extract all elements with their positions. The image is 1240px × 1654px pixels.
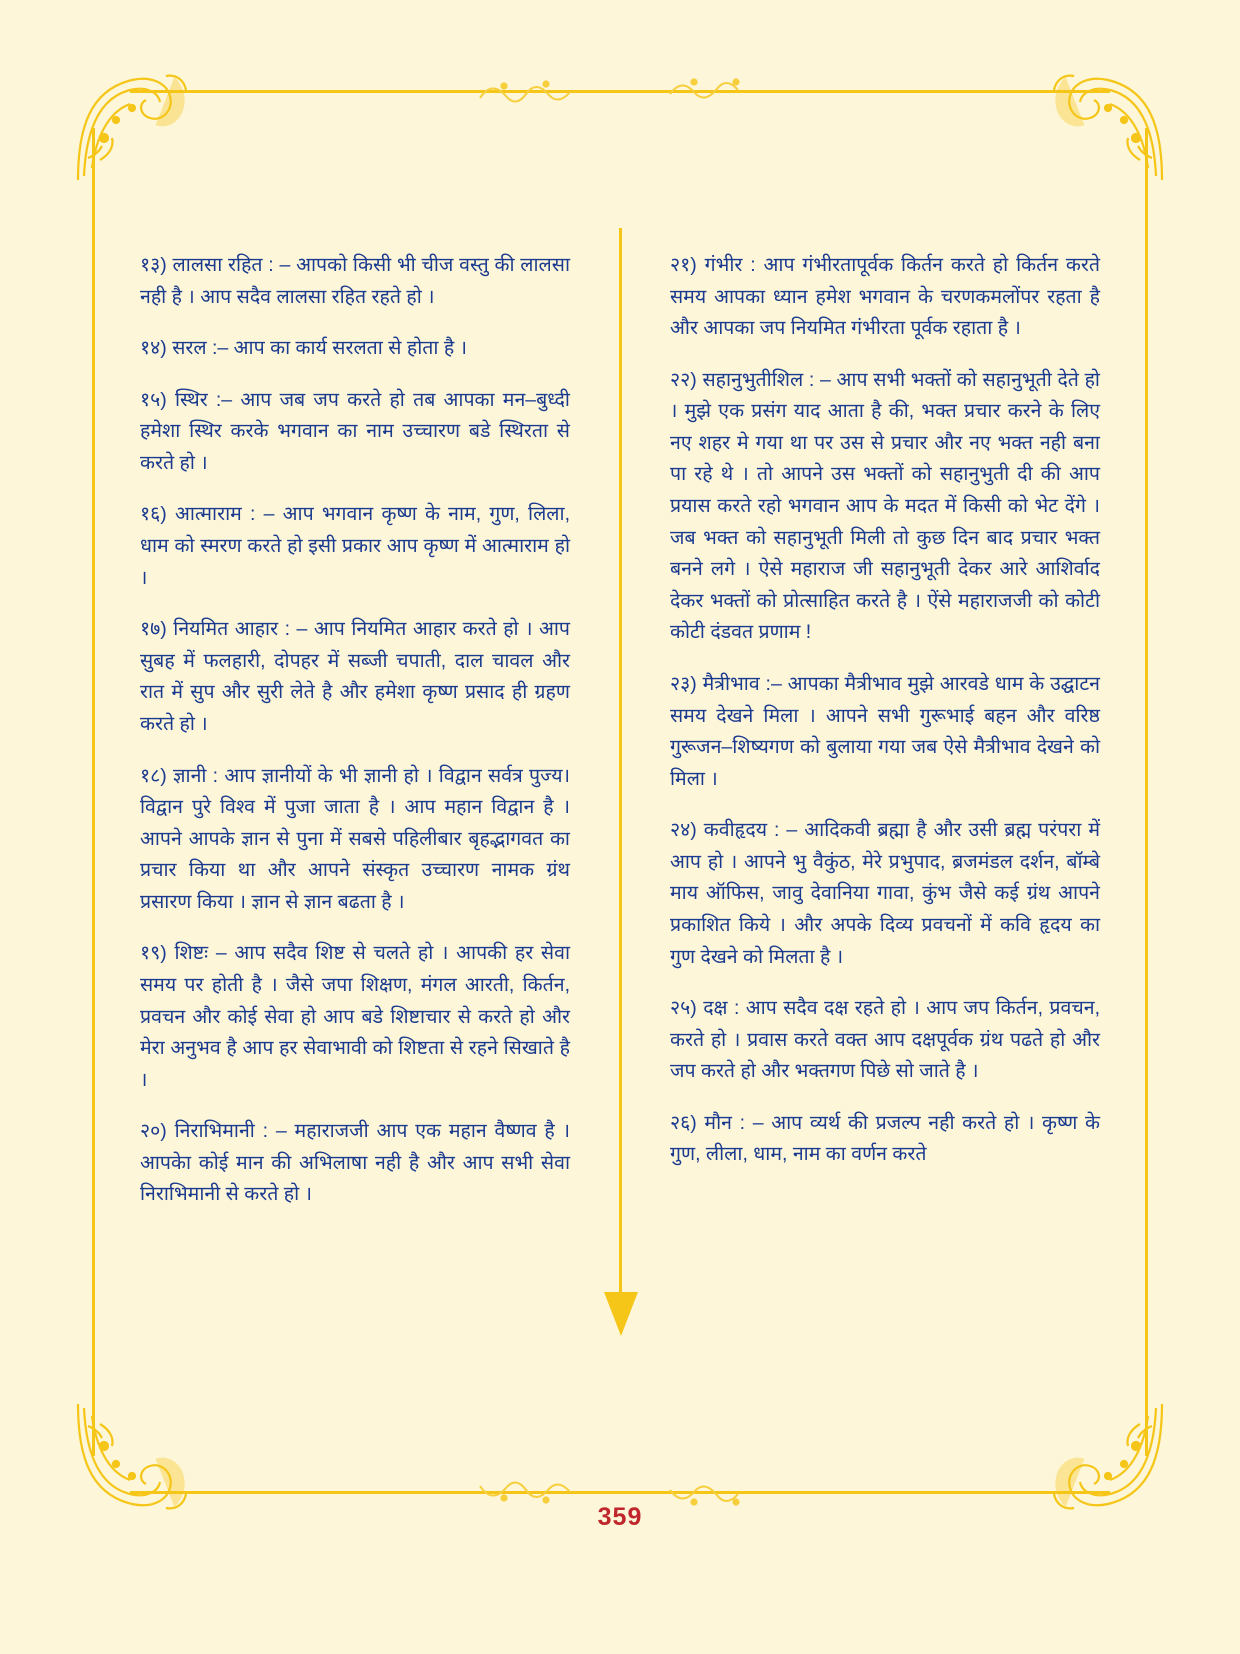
paragraph: २३) मैत्रीभाव :– आपका मैत्रीभाव मुझे आरवडे धाम के उद्घाटन समय देखने मिला । आपने सभी गुरूभाई बहन और वरिष्ठ गुरूजन–शिष्यगण को बुलाया गया जब ऐसे मैत्रीभाव देखने को मिला । <box>670 672 1100 790</box>
border-line-left <box>92 128 95 1456</box>
paragraph: १७) नियमित आहार : – आप नियमित आहार करते हो । आप सुबह में फलहारी, दोपहर में सब्जी चपाती, दाल चावल और रात में सुप और सुरी लेते है और हमेशा कृष्ण प्रसाद ही ग्रहण करते हो । <box>140 618 570 735</box>
corner-ornament-bottom-right-icon <box>1050 1396 1170 1516</box>
paragraph: १९) शिष्टः – आप सदैव शिष्ट से चलते हो । आपकी हर सेवा समय पर होती है । जैसे जपा शिक्षण, मंगल आरती, कि‍र्तन, प्रवचन और कोई सेवा हो आप बडे शिष्टाचार से करते हो और मेरा अनुभव है आप हर सेवाभावी को शिष्टता से रहने सिखाते है । <box>140 942 570 1091</box>
paragraph: १५) स्थिर :– आप जब जप करते हो तब आपका मन–बुध्दी हमेशा स्थिर करके भगवान का नाम उच्चारण बडे स्थिरता से करते हो । <box>140 388 570 474</box>
paragraph: १३) लालसा रहित : – आपको किसी भी चीज वस्तु की लालसा नही है । आप सदैव लालसा रहित रहते हो । <box>140 254 570 308</box>
corner-ornament-top-left-icon <box>70 68 190 188</box>
paragraph: २१) गंभीर : आप गंभीरतापूर्वक कि‍र्तन करते हो कि‍र्तन करते समय आपका ध्यान हमेश भगवान के चरणकमलोंपर रहता है और आपका जप नियमित गंभीरता पूर्वक रहाता है । <box>670 254 1100 340</box>
text-column-left <box>140 250 570 1231</box>
paragraph: २२) सहानुभुतीशिल : – आप सभी भक्तों को सहानुभूती देते हो । मुझे एक प्रसंग याद आता है की, भक्त प्रचार करने के लिए नए शहर मे गया था पर उस से प्रचार और नए भक्त नही बना पा रहे थे । तो आपने उस भक्तों को सहानुभुती दी की आप प्रयास करते रहो भगवान आप के मदत में किसी को भेट देंगे । जब भक्त को सहानुभूती मिली तो कुछ दिन बाद प्रचार भक्त बनने लगे । ऐसे महाराज जी सहानुभूती देकर आरे आशिर्वाद देकर भक्तों को प्रोत्साहित करते है । ऐंसे महाराजजी को कोटी कोटी दंडवत प्रणाम ! <box>670 368 1100 644</box>
corner-ornament-bottom-left-icon <box>70 1396 190 1516</box>
paragraph: २०) निराभिमानी : – महाराजजी आप एक महान वैष्णव है । आपकेा कोई मान की अभिलाषा नही है और आप सभी सेवा निराभिमानी से करते हो । <box>140 1120 570 1206</box>
paragraph: १६) आत्माराम : – आप भगवान कृष्ण के नाम, गुण, लिला, धाम को स्मरण करते हो इसी प्रकार आप कृष्ण में आत्माराम हो । <box>140 503 570 589</box>
paragraph: १८) ज्ञानी : आप ज्ञानीयों के भी ज्ञानी हो । विद्वान सर्वत्र पुज्य। विद्वान पुरे विश्व में पुजा जाता है । आप महान विद्वान है । आपने आपके ज्ञान से पुना में सबसे पहिलीबार बृहद्भागवत का प्रचार किया था और आपने संस्कृत उच्चारण नामक ग्रंथ प्रसारण किया । ज्ञान से ज्ञान बढता है । <box>140 764 570 913</box>
page-body <box>140 250 1100 1231</box>
border-line-right <box>1145 128 1148 1456</box>
corner-ornament-top-right-icon <box>1050 68 1170 188</box>
paragraph: २५) दक्ष : आप सदैव दक्ष रहते हो । आप जप कि‍र्तन, प्रवचन, करते हो । प्रवास करते वक्त आप दक्षपूर्वक ग्रंथ पढते हो और जप करते हो और भक्तगण पिछे सो जाते है । <box>670 997 1100 1083</box>
top-center-ornament-icon <box>460 64 780 110</box>
page-number: 359 <box>580 1503 661 1532</box>
paragraph: २४) कवीहृदय : – आदिकवी ब्रह्मा है और उसी ब्रह्म परंपरा में आप हो । आपने भु वैकुंठ, मेरे प्रभुपाद, ब्रजमंडल दर्शन, बॉम्बे माय ऑफिस, जावु देवानिया गावा, कुंभ जैसे कई ग्रंथ आपने प्रकाशित किये । और अपके दिव्य प्रवचनों में कवि हृदय का गुण देखने को मिलता है । <box>670 819 1100 968</box>
paragraph: २६) मौन : – आप व्यर्थ की प्रजल्प नही करते हो । कृष्ण के गुण, लीला, धाम, नाम का वर्णन करते <box>670 1111 1100 1166</box>
paragraph: १४) सरल :– आप का कार्य सरलता से होता है । <box>140 337 468 360</box>
page-footer <box>70 1503 1170 1532</box>
divider-arrow-icon <box>604 1292 638 1336</box>
text-column-right <box>670 250 1100 1231</box>
